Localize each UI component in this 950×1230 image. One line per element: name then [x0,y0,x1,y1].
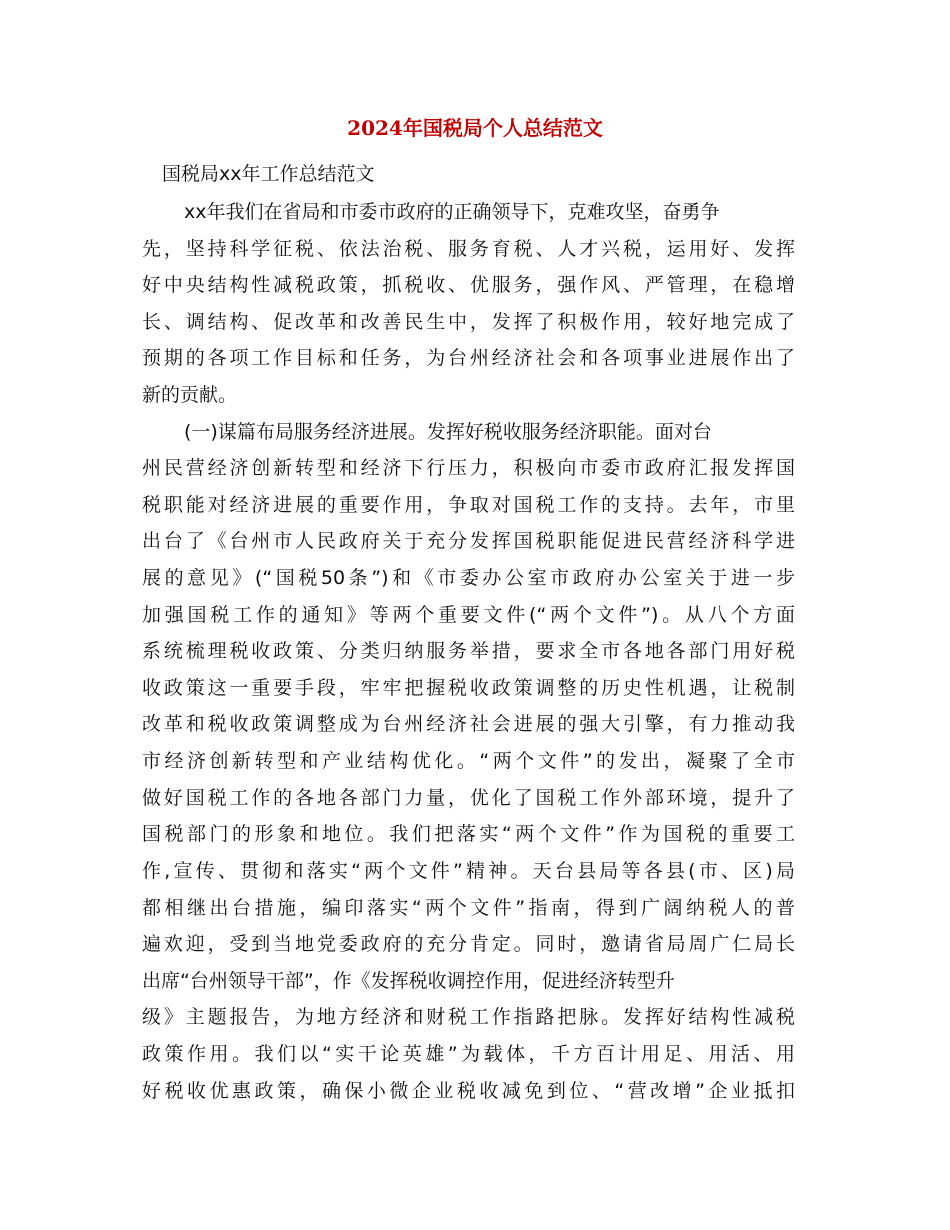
paragraph-line: 政策作用。我们以“实干论英雄”为载体，千方百计用足、用活、用 [142,1043,795,1065]
paragraph-line: 收政策这一重要手段，牢牢把握税收政策调整的历史性机遇，让税制 [142,677,795,699]
paragraph-line: 作,宣传、贯彻和落实“两个文件”精神。天台县局等各县(市、区)局 [142,860,795,882]
document-subtitle: 国税局xx年工作总结范文 [162,163,375,185]
paragraph-line: 好中央结构性减税政策，抓税收、优服务，强作风、严管理，在稳增 [142,274,795,296]
paragraph-line: 做好国税工作的各地各部门力量，优化了国税工作外部环境，提升了 [142,787,795,809]
paragraph-line: 出台了《台州市人民政府关于充分发挥国税职能促进民营经济科学进 [142,530,795,552]
paragraph-line: 展的意见》(“国税50条”)和《市委办公室市政府办公室关于进一步 [142,567,795,589]
paragraph-line: 国税部门的形象和地位。我们把落实“两个文件”作为国税的重要工 [142,823,795,845]
paragraph-line: 税职能对经济进展的重要作用，争取对国税工作的支持。去年，市里 [142,494,795,516]
paragraph-line: 级》主题报告，为地方经济和财税工作指路把脉。发挥好结构性减税 [142,1006,795,1028]
paragraph-line: 新的贡献。 [142,384,238,406]
paragraph-line: 先，坚持科学征税、依法治税、服务育税、人才兴税，运用好、发挥 [142,238,795,260]
paragraph-line: 都相继出台措施，编印落实“两个文件”指南，得到广阔纳税人的普 [142,897,795,919]
paragraph-line: 好税收优惠政策，确保小微企业税收减免到位、“营改增”企业抵扣 [142,1080,795,1102]
paragraph-line: xx年我们在省局和市委市政府的正确领导下，克难攻坚，奋勇争 [184,201,720,223]
paragraph-line: 系统梳理税收政策、分类归纳服务举措，要求全市各地各部门用好税 [142,640,795,662]
paragraph-line: 州民营经济创新转型和经济下行压力，积极向市委市政府汇报发挥国 [142,457,795,479]
paragraph-line: 市经济创新转型和产业结构优化。“两个文件”的发出，凝聚了全市 [142,750,795,772]
document-title: 2024年国税局个人总结范文 [347,116,603,140]
paragraph-line: 遍欢迎，受到当地党委政府的充分肯定。同时，邀请省局周广仁局长 [142,933,795,955]
paragraph-line: 预期的各项工作目标和任务，为台州经济社会和各项事业进展作出了 [142,347,795,369]
paragraph-line: 长、调结构、促改革和改善民生中，发挥了积极作用，较好地完成了 [142,311,795,333]
paragraph-line: 改革和税收政策调整成为台州经济社会进展的强大引擎，有力推动我 [142,713,795,735]
paragraph-line: 出席“台州领导干部”，作《发挥税收调控作用，促进经济转型升 [142,970,675,992]
paragraph-line: 加强国税工作的通知》等两个重要文件(“两个文件”)。从八个方面 [142,604,795,626]
paragraph-line: (一)谋篇布局服务经济进展。发挥好税收服务经济职能。面对台 [184,421,712,443]
